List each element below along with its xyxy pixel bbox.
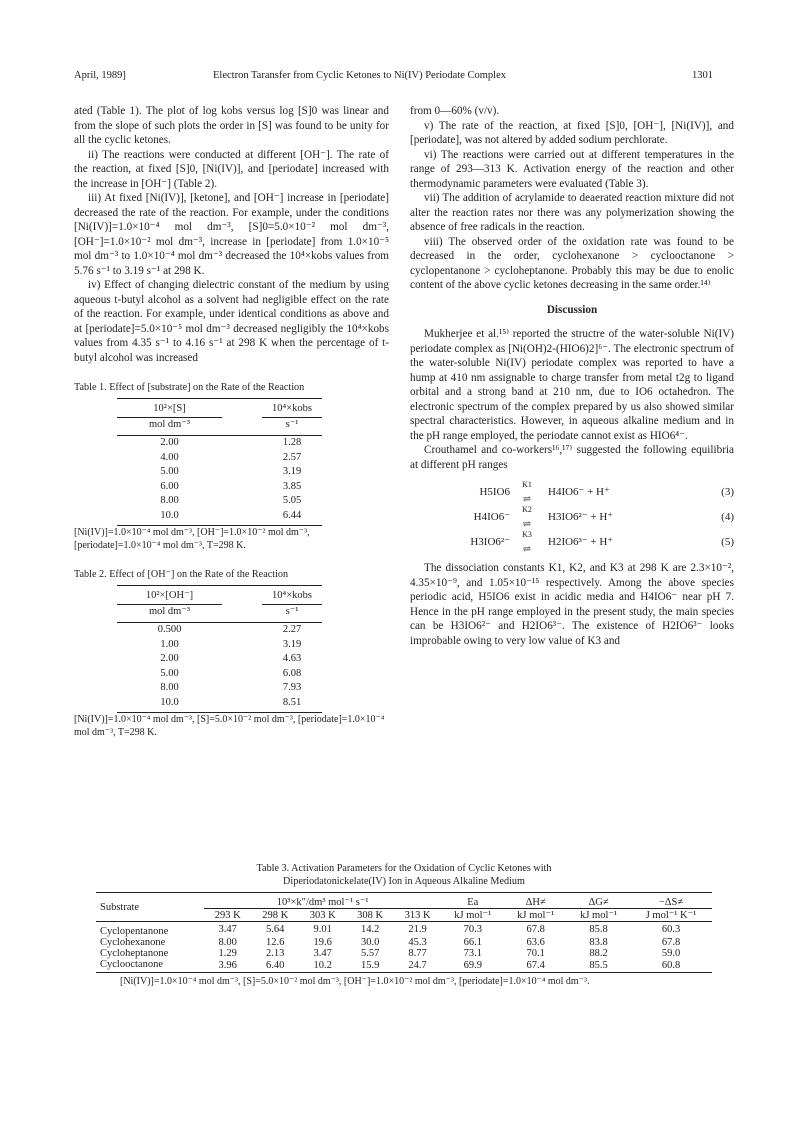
table-row: Cyclohexanone 8.00 12.6 19.6 30.0 45.3 66.1 63.6 83.8 67.8 xyxy=(100,937,681,948)
table-3-substrate-head: Substrate xyxy=(100,901,140,913)
paragraph: vi) The reactions were carried out at different temperatures in the range of 293—313 K. Activation energy of the reaction and other thermodynamic parameters were evaluated (Table 3). xyxy=(410,148,734,190)
equilibrium-arrow-icon: K1 ⇌ xyxy=(522,480,532,505)
table-2-footnote: [Ni(IV)]=1.0×10⁻⁴ mol dm⁻³, [S]=5.0×10⁻² mol dm⁻³, [periodate]=1.0×10⁻⁴ mol dm⁻³, T=298 K. xyxy=(74,714,385,738)
table-2-col-head: 10²×[OH⁻] xyxy=(117,586,222,605)
table-3-param-head: ΔH≠ xyxy=(504,893,567,909)
left-column xyxy=(74,104,389,739)
paragraph: vii) The addition of acrylamide to deaerated reaction mixture did not alter the reaction rates nor there was any polymerization showing the absence of free radicals in the reaction. xyxy=(410,192,734,233)
header-page-number: 1301 xyxy=(692,70,713,81)
equation-left: H5IO6 xyxy=(479,486,510,499)
paragraph: iv) Effect of changing dielectric constant of the medium by using aqueous t-butyl alcohol as a solvent had negligible effect on the rate of the reaction. For example, under identical conditions as above and at [periodate]=5.0×10⁻⁵ mol dm⁻³ decreased negligibly the 10⁴×kobs values from 4.35 s⁻¹ to 4.16 s⁻¹ at 298 K when the percentage of t-butyl alcohol was increased xyxy=(74,279,389,364)
paragraph: v) The rate of the reaction, at fixed [S]0, [OH⁻], [Ni(IV)], and [periodate], was not altered by added sodium perchlorate. xyxy=(410,119,734,146)
table-3-temp: 293 K xyxy=(214,909,241,921)
table-row: 1.00 3.19 xyxy=(160,638,302,650)
table-row: 10.0 6.44 xyxy=(160,509,302,521)
table-row: 8.00 5.05 xyxy=(160,495,302,506)
equation-left: H4IO6⁻ xyxy=(473,511,510,524)
table-1-grid xyxy=(117,398,322,526)
equation-number: (3) xyxy=(721,486,734,499)
table-3-temp: 308 K xyxy=(357,909,384,921)
table-3-grid xyxy=(96,892,712,973)
equation-right: H4IO6⁻ + H⁺ xyxy=(548,486,610,499)
table-1-col-head: 10⁴×kobs xyxy=(262,399,322,418)
equation xyxy=(410,480,734,505)
table-2-col-head: 10⁴×kobs xyxy=(262,586,322,605)
table-row: 5.00 6.08 xyxy=(160,667,302,679)
paragraph: Mukherjee et al.¹⁵⁾ reported the structre of the water-soluble Ni(IV) periodate complex as [Ni(OH)2-(HIO6)2]⁶⁻. The electronic spectrum of the water-soluble Ni(IV) periodate complex was reported to have a hump at 410 nm assignable to charge transfer from metal t2g to ligand orbital and a strong band at 210 nm, due to IO6 octahedron. The electronic spectrum of the complex prepared by us also showed similar spectral characteristics. However, in aqueous alkaline medium and in the pH range employed, the periodate cannot exist as HIO6⁴⁻. xyxy=(410,328,734,442)
table-row: 2.00 4.63 xyxy=(160,653,302,664)
table-3-k-group-head: 10³×k″/dm³ mol⁻¹ s⁻¹ xyxy=(204,893,441,909)
table-row: 4.00 2.57 xyxy=(160,451,302,463)
table-row: Cyclooctanone 3.96 6.40 10.2 15.9 24.7 69.9 67.4 85.5 60.8 xyxy=(100,959,681,971)
table-row: 0.500 2.27 xyxy=(157,624,302,635)
header-date: April, 1989] xyxy=(74,70,126,81)
table-3-caption: Table 3. Activation Parameters for the Oxidation of Cyclic Ketones with xyxy=(256,863,552,874)
header-title: Electron Taransfer from Cyclic Ketones to Ni(IV) Periodate Complex xyxy=(213,70,506,81)
table-3-caption-line2: Diperiodatonickelate(IV) Ion in Aqueous Alkaline Medium xyxy=(283,876,525,887)
table-row: 10.0 8.51 xyxy=(160,696,302,708)
paragraph: from 0—60% (v/v). xyxy=(410,105,500,117)
table-3-unit: J mol⁻¹ K⁻¹ xyxy=(645,910,697,921)
table-3-param-head: −ΔS≠ xyxy=(630,893,712,909)
table-3-temp: 313 K xyxy=(404,909,431,921)
equation-number: (5) xyxy=(721,536,734,549)
table-row: Cyclopentanone 3.47 5.64 9.01 14.2 21.9 70.3 67.8 85.8 60.3 xyxy=(100,924,681,937)
table-3-unit: kJ mol⁻¹ xyxy=(517,910,555,921)
paragraph: Crouthamel and co-workers¹⁶,¹⁷⁾ suggested the following equilibria at different pH ranges xyxy=(410,444,734,471)
table-2-unit: mol dm⁻³ xyxy=(148,605,191,617)
table-1 xyxy=(74,381,389,552)
equation-number: (4) xyxy=(721,511,734,524)
table-1-caption: Table 1. Effect of [substrate] on the Rate of the Reaction xyxy=(74,382,305,393)
table-1-col-head: 10²×[S] xyxy=(117,399,222,418)
table-row: 5.00 3.19 xyxy=(160,466,302,477)
table-row: Cycloheptanone 1.29 2.13 3.47 5.57 8.77 73.1 70.1 88.2 59.0 xyxy=(100,948,681,959)
equation-right: H2IO6³⁻ + H⁺ xyxy=(548,536,614,549)
table-row: 8.00 7.93 xyxy=(160,682,302,693)
table-1-footnote: [Ni(IV)]=1.0×10⁻⁴ mol dm⁻³, [OH⁻]=1.0×10⁻² mol dm⁻³, [periodate]=1.0×10⁻⁴ mol dm⁻³, T=298 K. xyxy=(74,527,310,551)
equation-block xyxy=(410,480,734,555)
paragraph: iii) At fixed [Ni(IV)], [ketone], and [OH⁻] increase in [periodate] decreased the rate of the reaction. For example, under the conditions [Ni(IV)]=1.0×10⁻⁴ mol dm⁻³, [S]0=5.0×10⁻² mol dm⁻³, [OH⁻]=1.0×10⁻² mol dm⁻³, increase in [periodate] from 1.0×10⁻⁵ mol dm⁻³ to 1.0×10⁻⁴ mol dm⁻³ decreased the 10⁴×kobs values from 5.76 s⁻¹ to 3.19 s⁻¹ at 298 K. xyxy=(74,192,389,277)
table-3-temp: 303 K xyxy=(309,909,336,921)
table-1-unit: s⁻¹ xyxy=(285,418,299,430)
table-row: 2.00 1.28 xyxy=(160,437,302,448)
table-3-unit: kJ mol⁻¹ xyxy=(580,910,618,921)
equilibrium-arrow-icon: K2 ⇌ xyxy=(522,505,532,530)
right-column xyxy=(410,104,734,648)
table-3-temp: 298 K xyxy=(262,909,289,921)
table-row: 6.00 3.85 xyxy=(160,480,302,492)
equation xyxy=(410,505,734,530)
table-3 xyxy=(96,862,712,988)
table-1-unit: mol dm⁻³ xyxy=(148,418,191,430)
table-3-footnote: [Ni(IV)]=1.0×10⁻⁴ mol dm⁻³, [S]=5.0×10⁻² mol dm⁻³, [OH⁻]=1.0×10⁻² mol dm⁻³, [periodate]=1.0×10⁻⁴ mol dm⁻³. xyxy=(120,976,590,987)
paragraph: ated (Table 1). The plot of log kobs versus log [S]0 was linear and from the slope of such plots the order in [S] was found to be unity for all the cyclic ketones. xyxy=(74,105,389,146)
equilibrium-arrow-icon: K3 ⇌ xyxy=(522,530,532,555)
equation xyxy=(410,530,734,555)
section-heading-discussion: Discussion xyxy=(546,303,598,316)
table-2-caption: Table 2. Effect of [OH⁻] on the Rate of the Reaction xyxy=(74,569,289,580)
equation-right: H3IO6²⁻ + H⁺ xyxy=(548,511,614,524)
table-2-unit: s⁻¹ xyxy=(285,605,299,617)
table-2 xyxy=(74,568,389,739)
table-3-param-head: ΔG≠ xyxy=(567,893,630,909)
equation-left: H3IO6²⁻ xyxy=(470,536,510,549)
paragraph: viii) The observed order of the oxidation rate was found to be decreased in the order, cyclohexanone > cyclooctanone > cyclopentanone > cycloheptanone. Probably this may be due to enolic content of the above cyclic ketones decreasing in the same order.¹⁴⁾ xyxy=(410,235,734,291)
table-3-param-head: Ea xyxy=(441,893,504,909)
table-3-unit: kJ mol⁻¹ xyxy=(454,910,492,921)
table-2-grid xyxy=(117,585,322,713)
paragraph: ii) The reactions were conducted at different [OH⁻]. The rate of the reaction, at fixed [S]0, [Ni(IV)], and [periodate] increased with the increase in [OH⁻] (Table 2). xyxy=(74,148,389,190)
paragraph: The dissociation constants K1, K2, and K3 at 298 K are 2.3×10⁻², 4.35×10⁻⁹, and 1.05×10⁻¹⁵ respectively. Among the above species periodic acid, H5IO6 exist in acidic media and H4IO6⁻ near pH 7. Hence in the pH range employed in the present study, the main species can be H3IO6²⁻ and H2IO6³⁻. The existence of H2IO6³⁻ looks improbable owing to very low value of K3 and xyxy=(410,562,734,647)
